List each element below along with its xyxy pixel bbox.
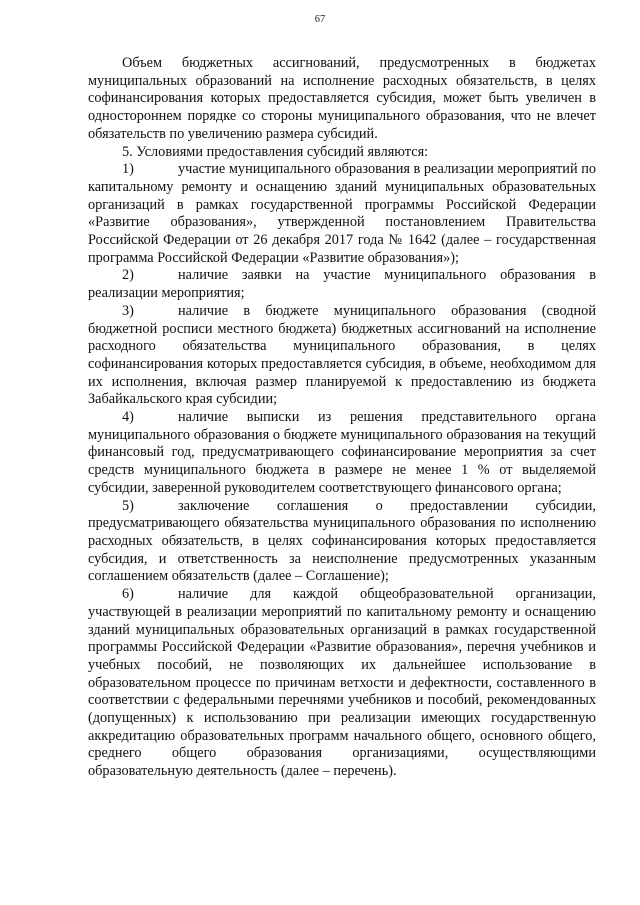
list-item [88, 267, 596, 302]
list-item-text: наличие заявки на участие муниципального образования в реализации мероприятия; [88, 267, 596, 302]
list-item-number: 5) [122, 497, 134, 514]
list-item-number: 3) [122, 302, 134, 319]
list-item-text: наличие выписки из решения представительного органа муниципального образования о бюджете муниципального образования на текущий финансовый год, предусматривающего софинансирование мероприятия за счет средств муниципального бюджета в размере не менее 1 % от выделяемой субсидии, заверенной руководителем соответствующего финансового органа; [88, 409, 596, 496]
document-body [88, 55, 596, 781]
paragraph-text: 5. Условиями предоставления субсидий являются: [122, 143, 429, 160]
list-item [88, 303, 596, 409]
list-item [88, 498, 596, 587]
list-item [88, 586, 596, 781]
paragraph-text: Объем бюджетных ассигнований, предусмотренных в бюджетах муниципальных образований на исполнение расходных обязательств, в целях софинансирования которых предоставляется субсидия, может быть увеличен в одностороннем порядке со стороны муниципального образования, что не влечет обязательств по увеличению размера субсидий. [88, 55, 596, 142]
list-item [88, 409, 596, 498]
paragraph [88, 55, 596, 144]
list-item [88, 161, 596, 267]
list-item-number: 6) [122, 586, 134, 603]
list-item-text: наличие в бюджете муниципального образования (сводной бюджетной росписи местного бюджета) бюджетных ассигнований на исполнение расходного обязательства муниципального образования, в целях софинансирования которых предоставляется субсидия, в объеме, необходимом для их исполнения, включая размер планируемой к предоставлению из бюджета Забайкальского края субсидии; [88, 302, 596, 408]
list-item-text: заключение соглашения о предоставлении субсидии, предусматривающего обязательства муниципального образования по исполнению расходных обязательств, в целях софинансирования которых предоставляется субсидия, и ответственность за неисполнение предусмотренных указанным соглашением обязательств (далее – Соглашение); [88, 497, 596, 585]
list-item-text: участие муниципального образования в реализации мероприятий по капитальному ремонту и оснащению зданий муниципальных образовательных организаций в рамках государственной программы Российской Федерации «Развитие образования», утвержденной постановлением Правительства Российской Федерации от 26 декабря 2017 года № 1642 (далее – государственная программа Российской Федерации «Развитие образования»); [88, 161, 596, 266]
list-item-number: 4) [122, 409, 134, 426]
page-number: 67 [314, 14, 326, 25]
list-item-number: 1) [122, 161, 134, 178]
list-item-text: наличие для каждой общеобразовательной организации, участвующей в реализации мероприятий по капитальному ремонту и оснащению зданий муниципальных образовательных организаций в рамках государственной программы Российской Федерации «Развитие образования», перечня учебников и учебных пособий, не позволяющих их дальнейшее использование в образовательном процессе по причинам ветхости и дефектности, составленного в соответствии с федеральными перечнями учебников и пособий, рекомендованных (допущенных) к использованию при реализации имеющих государственную аккредитацию образовательных программ начального общего, основного общего, среднего общего образования организациями, осуществляющими образовательную деятельность (далее – перечень). [88, 586, 596, 780]
paragraph [88, 144, 596, 162]
list-item-number: 2) [122, 267, 134, 284]
